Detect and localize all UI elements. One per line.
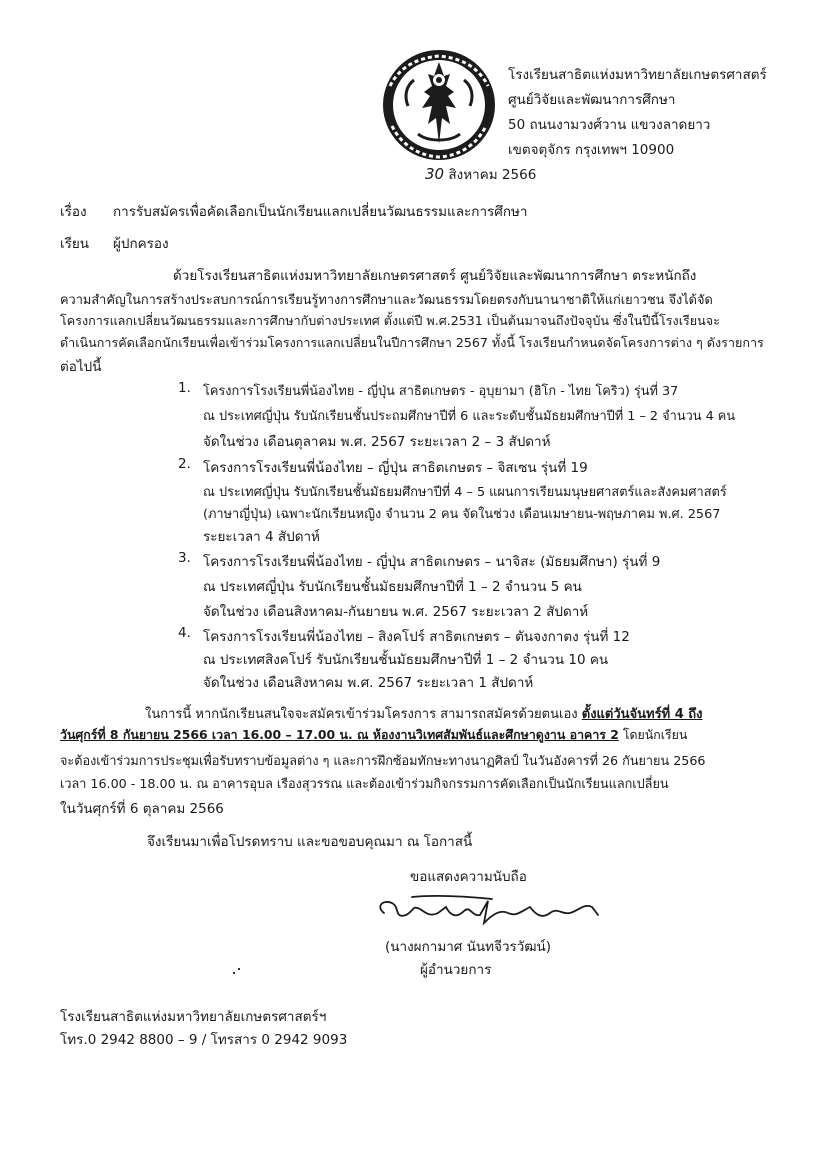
scan-speck bbox=[233, 972, 235, 974]
program-2-number: 2. bbox=[178, 456, 191, 472]
registration-line-1-plain: ในการนี้ หากนักเรียนสนใจจะสมัครเข้าร่วมโครงการ สามารถสมัครด้วยตนเอง bbox=[145, 707, 582, 722]
program-2-line-4: ระยะเวลา 4 สัปดาห์ bbox=[203, 529, 320, 545]
closing-text: จึงเรียนมาเพื่อโปรดทราบ และขอขอบคุณมา ณ โอกาสนี้ bbox=[147, 834, 473, 850]
program-2-line-1: โครงการโรงเรียนพี่น้องไทย – ญี่ปุ่น สาธิตเกษตร – จิสเซน รุ่นที่ 19 bbox=[203, 460, 588, 476]
salutation-label: เรียน bbox=[60, 236, 90, 252]
program-4-line-3: จัดในช่วง เดือนสิงหาคม พ.ศ. 2567 ระยะเวลา 1 สัปดาห์ bbox=[203, 675, 534, 691]
program-4-line-2: ณ ประเทศสิงคโปร์ รับนักเรียนชั้นมัธยมศึกษาปีที่ 1 – 2 จำนวน 10 คน bbox=[203, 652, 609, 668]
footer-contact: โทร.0 2942 8800 – 9 / โทรสาร 0 2942 9093 bbox=[60, 1032, 348, 1048]
date-month-year: สิงหาคม 2566 bbox=[448, 167, 537, 183]
registration-line-3: จะต้องเข้าร่วมการประชุมเพื่อรับทราบข้อมูลต่าง ๆ และการฝึกซ้อมทักษะทางนาฏศิลป์ ในวันอังคารที่ 26 กันยายน 2566 bbox=[60, 753, 706, 768]
school-emblem-icon bbox=[378, 46, 500, 164]
intro-line-5: ต่อไปนี้ bbox=[60, 359, 102, 375]
intro-line-3: โครงการแลกเปลี่ยนวัฒนธรรมและการศึกษากับต่างประเทศ ตั้งแต่ปี พ.ศ.2531 เป็นต้นมาจนถึงปัจจุบัน ซึ่งในปีนี้โรงเรียนจะ bbox=[60, 313, 720, 328]
intro-line-4: ดำเนินการคัดเลือกนักเรียนเพื่อเข้าร่วมโครงการแลกเปลี่ยนในปีการศึกษา 2567 ทั้งนี้ โรงเรียนกำหนดจัดโครงการต่าง ๆ ดังรายการ bbox=[60, 335, 764, 350]
subject-text: การรับสมัครเพื่อคัดเลือกเป็นนักเรียนแลกเปลี่ยนวัฒนธรรมและการศึกษา bbox=[113, 204, 528, 220]
registration-line-2-plain: โดยนักเรียน bbox=[618, 727, 688, 742]
footer-org: โรงเรียนสาธิตแห่งมหาวิทยาลัยเกษตรศาสตร์ฯ bbox=[60, 1009, 327, 1025]
program-3-line-2: ณ ประเทศญี่ปุ่น รับนักเรียนชั้นมัธยมศึกษาปีที่ 1 – 2 จำนวน 5 คน bbox=[203, 579, 582, 595]
letter-date bbox=[425, 163, 536, 185]
signatory-position: ผู้อำนวยการ bbox=[420, 962, 492, 978]
regards-text: ขอแสดงความนับถือ bbox=[410, 869, 527, 885]
header-address-2: เขตจตุจักร กรุงเทพฯ 10900 bbox=[508, 142, 675, 158]
program-3-line-3: จัดในช่วง เดือนสิงหาคม-กันยายน พ.ศ. 2567 ระยะเวลา 2 สัปดาห์ bbox=[203, 604, 589, 620]
program-2-line-2: ณ ประเทศญี่ปุ่น รับนักเรียนชั้นมัธยมศึกษาปีที่ 4 – 5 แผนการเรียนมนุษยศาสตร์และสังคมศาสตร์ bbox=[203, 485, 727, 500]
header-address-1: 50 ถนนงามวงศ์วาน แขวงลาดยาว bbox=[508, 117, 711, 133]
date-day: 30 bbox=[425, 165, 445, 183]
program-3-number: 3. bbox=[178, 550, 191, 566]
signature-icon bbox=[372, 893, 612, 931]
salutation-text: ผู้ปกครอง bbox=[113, 236, 169, 252]
program-3-line-1: โครงการโรงเรียนพี่น้องไทย - ญี่ปุ่น สาธิตเกษตร – นาจิสะ (มัธยมศึกษา) รุ่นที่ 9 bbox=[203, 554, 661, 570]
intro-line-1: ด้วยโรงเรียนสาธิตแห่งมหาวิทยาลัยเกษตรศาสตร์ ศูนย์วิจัยและพัฒนาการศึกษา ตระหนักถึง bbox=[173, 268, 697, 284]
program-1-number: 1. bbox=[178, 380, 191, 396]
program-4-number: 4. bbox=[178, 625, 191, 641]
registration-line-5: ในวันศุกร์ที่ 6 ตุลาคม 2566 bbox=[60, 801, 224, 817]
header-org-name: โรงเรียนสาธิตแห่งมหาวิทยาลัยเกษตรศาสตร์ bbox=[508, 67, 767, 83]
program-1-line-3: จัดในช่วง เดือนตุลาคม พ.ศ. 2567 ระยะเวลา 2 – 3 สัปดาห์ bbox=[203, 434, 551, 450]
subject-label: เรื่อง bbox=[60, 204, 87, 220]
intro-line-2: ความสำคัญในการสร้างประสบการณ์การเรียนรู้ทางการศึกษาและวัฒนธรรมโดยตรงกับนานาชาติให้แก่เยาวชน จึงได้จัด bbox=[60, 293, 713, 308]
registration-line-2 bbox=[60, 726, 687, 745]
registration-line-4: เวลา 16.00 - 18.00 น. ณ อาคารอุบล เรืองสุวรรณ และต้องเข้าร่วมกิจกรรมการคัดเลือกเป็นนักเรียนแลกเปลี่ยน bbox=[60, 776, 669, 791]
header-unit: ศูนย์วิจัยและพัฒนาการศึกษา bbox=[508, 92, 676, 108]
program-2-line-3: (ภาษาญี่ปุ่น) เฉพาะนักเรียนหญิง จำนวน 2 คน จัดในช่วง เดือนเมษายน-พฤษภาคม พ.ศ. 2567 bbox=[203, 507, 721, 522]
program-1-line-1: โครงการโรงเรียนพี่น้องไทย - ญี่ปุ่น สาธิตเกษตร - อุบุยามา (ฮิโก - ไทย โคริว) รุ่นที่ 37 bbox=[203, 384, 679, 399]
program-4-line-1: โครงการโรงเรียนพี่น้องไทย – สิงคโปร์ สาธิตเกษตร – ตันจงกาตง รุ่นที่ 12 bbox=[203, 629, 630, 645]
registration-start-date: ตั้งแต่วันจันทร์ที่ 4 ถึง bbox=[581, 707, 703, 722]
registration-line-1 bbox=[145, 703, 703, 724]
signatory-name: (นางผกามาศ นันทจีวรวัฒน์) bbox=[385, 939, 552, 955]
registration-end-date-venue: วันศุกร์ที่ 8 กันยายน 2566 เวลา 16.00 – 17.00 น. ณ ห้องงานวิเทศสัมพันธ์และศึกษาดูงาน อาคาร 2 bbox=[60, 727, 619, 742]
program-1-line-2: ณ ประเทศญี่ปุ่น รับนักเรียนชั้นประถมศึกษาปีที่ 6 และระดับชั้นมัธยมศึกษาปีที่ 1 – 2 จำนวน 4 คน bbox=[203, 409, 736, 424]
scan-speck bbox=[238, 968, 240, 970]
